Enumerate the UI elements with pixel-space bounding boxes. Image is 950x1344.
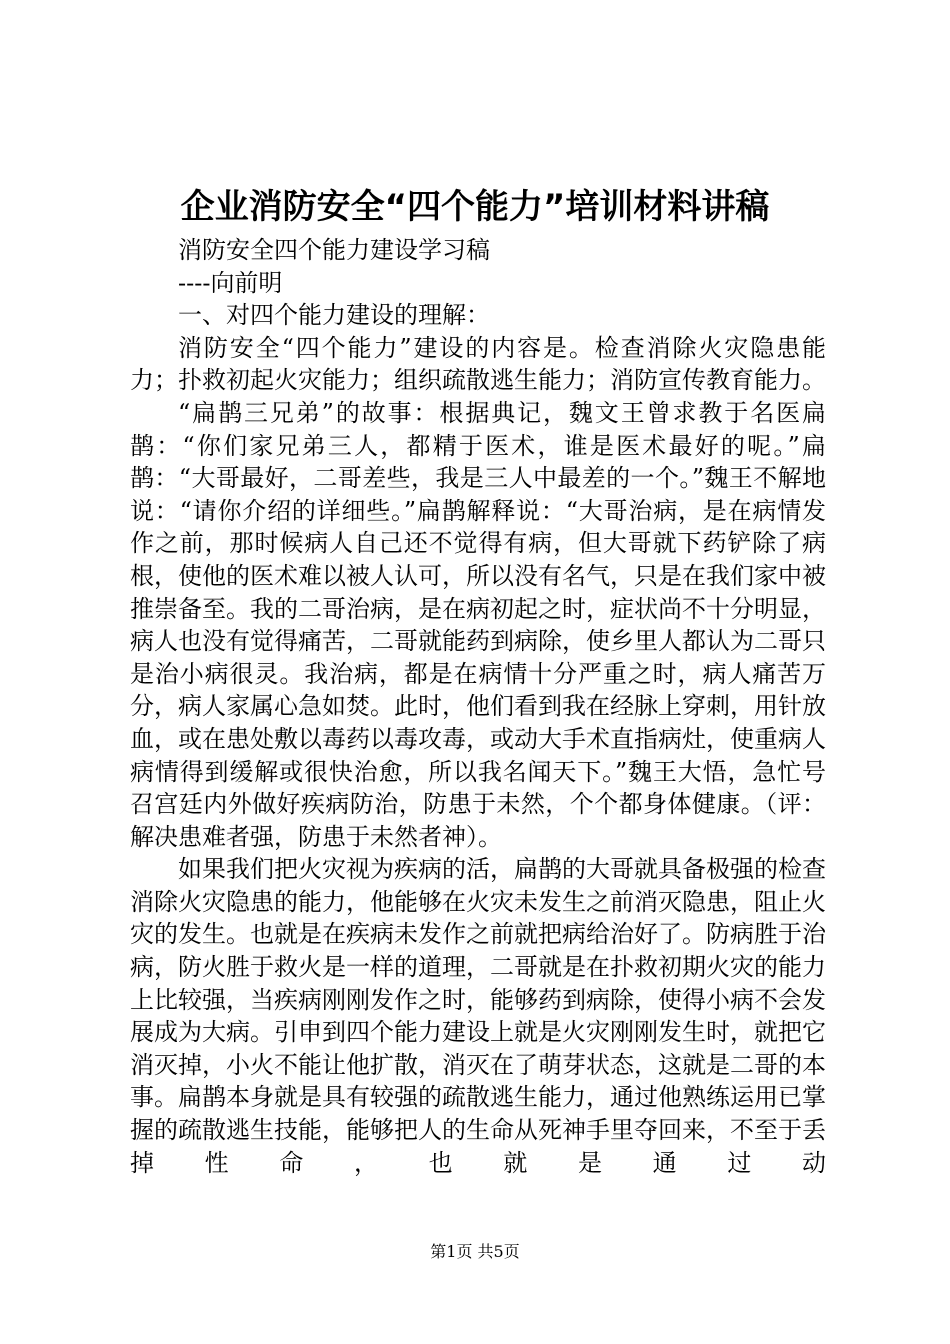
body-paragraph: “扁鹊三兄弟”的故事：根据典记，魏文王曾求教于名医扁鹊：“你们家兄弟三人，都精于医术，谁是医术最好的呢。”扁鹊：“大哥最好，二哥差些，我是三人中最差的一个。”魏王不解地说：“请你介绍的详细些。”扁鹊解释说：“大哥治病，是在病情发作之前，那时候病人自己还不觉得有病，但大哥就下药铲除了病根，使他的医术难以被人认可，所以没有名气，只是在我们家中被推崇备至。我的二哥治病，是在病初起之时，症状尚不十分明显，病人也没有觉得痛苦，二哥就能药到病除，使乡里人都认为二哥只是治小病很灵。我治病，都是在病情十分严重之时，病人痛苦万分，病人家属心急如焚。此时，他们看到我在经脉上穿刺，用针放血，或在患处敷以毒药以毒攻毒，或动大手术直指病灶，使重病人病情得到缓解或很快治愈，所以我名闻天下。”魏王大悟，急忙号召宫廷内外做好疾病防治，防患于未然，个个都身体健康。（评：解决患难者强，防患于未然者神）。 bbox=[130, 398, 826, 851]
section-heading: 一、对四个能力建设的理解： bbox=[178, 301, 490, 330]
page-footer: 第1页 共5页 bbox=[430, 1242, 520, 1261]
document-title: 企业消防安全“四个能力”培训材料讲稿 bbox=[180, 187, 770, 227]
document-body bbox=[130, 234, 826, 1179]
body-paragraph: 消防安全“四个能力”建设的内容是。检查消除火灾隐患能力；扑救初起火灾能力；组织疏散逃生能力；消防宣传教育能力。 bbox=[130, 333, 826, 395]
document-author: ----向前明 bbox=[178, 268, 283, 297]
document-subtitle: 消防安全四个能力建设学习稿 bbox=[178, 236, 490, 264]
body-paragraph: 如果我们把火灾视为疾病的活，扁鹊的大哥就具备极强的检查消除火灾隐患的能力，他能够在火灾未发生之前消灭隐患，阻止火灾的发生。也就是在疾病未发作之前就把病给治好了。防病胜于治病，防火胜于救火是一样的道理，二哥就是在扑救初期火灾的能力上比较强，当疾病刚刚发作之时，能够药到病除，使得小病不会发展成为大病。引申到四个能力建设上就是火灾刚刚发生时，就把它消灭掉，小火不能让他扩散，消灭在了萌芽状态，这就是二哥的本事。扁鹊本身就是具有较强的疏散逃生能力，通过他熟练运用已掌握的疏散逃生技能，能够把人的生命从死神手里夺回来，不至于丢掉性命，也就是通过动 bbox=[130, 855, 826, 1177]
